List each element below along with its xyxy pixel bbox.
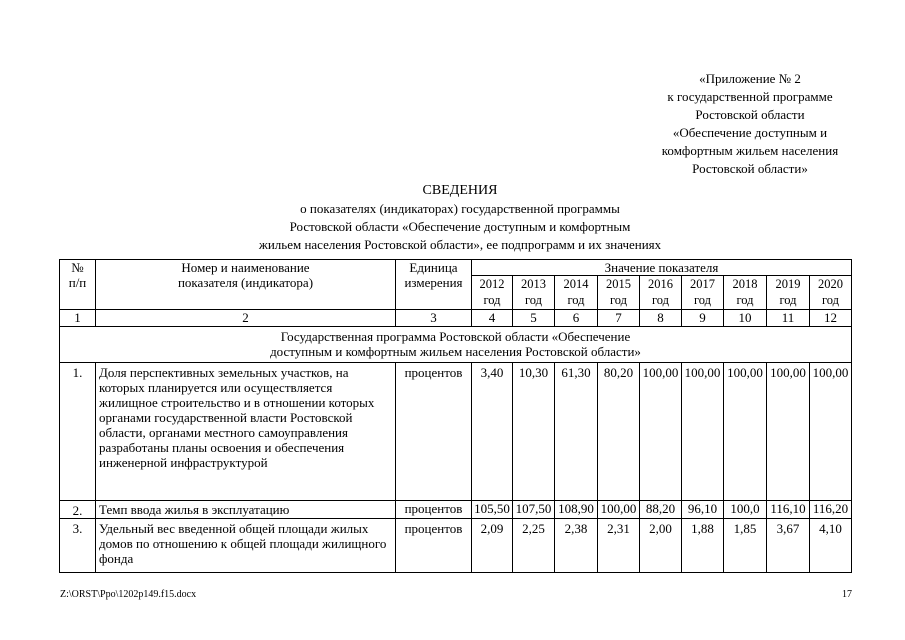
value-cell: 100,00 xyxy=(724,363,767,501)
column-number: 9 xyxy=(682,310,724,327)
column-number: 3 xyxy=(396,310,472,327)
column-number: 4 xyxy=(472,310,513,327)
year-label: 2017 xyxy=(690,277,715,291)
year-cell xyxy=(682,276,724,310)
value-cell: 2,25 xyxy=(513,519,555,573)
header-unit xyxy=(396,260,472,310)
year-label: 2020 xyxy=(818,277,843,291)
year-label: 2014 xyxy=(563,277,589,291)
indicator-unit: процентов xyxy=(396,519,472,573)
value-cell: 1,88 xyxy=(682,519,724,573)
year-cell xyxy=(472,276,513,310)
row-number: 2. xyxy=(60,501,96,519)
value-cell: 100,00 xyxy=(767,363,810,501)
year-cell xyxy=(810,276,852,310)
appendix-line: комфортным жильем населения xyxy=(661,143,839,158)
appendix-line: Ростовской области xyxy=(695,107,805,122)
value-cell: 100,00 xyxy=(640,363,682,501)
value-cell: 100,00 xyxy=(810,363,852,501)
year-word: год xyxy=(736,293,754,307)
year-cell xyxy=(724,276,767,310)
year-label: 2018 xyxy=(732,277,758,291)
year-label: 2019 xyxy=(775,277,801,291)
column-number: 10 xyxy=(724,310,767,327)
column-number: 5 xyxy=(513,310,555,327)
column-number: 12 xyxy=(810,310,852,327)
indicator-name: Удельный вес введенной общей площади жилых домов по отношению к общей площади жилищного фонда xyxy=(96,519,396,573)
header-number-line1: № xyxy=(71,260,84,275)
row-number: 1. xyxy=(60,363,96,501)
value-cell: 100,00 xyxy=(682,363,724,501)
section-line: Государственная программа Ростовской области «Обеспечение xyxy=(280,329,631,344)
page-number: 17 xyxy=(842,589,852,600)
row-number: 3. xyxy=(60,519,96,573)
value-cell: 2,31 xyxy=(598,519,640,573)
year-word: год xyxy=(483,293,501,307)
header-name-line2: показателя (индикатора) xyxy=(177,275,314,290)
value-cell: 61,30 xyxy=(555,363,598,501)
value-cell: 88,20 xyxy=(640,501,682,519)
value-cell: 100,00 xyxy=(598,501,640,519)
year-word: год xyxy=(693,293,712,307)
value-cell: 3,67 xyxy=(767,519,810,573)
year-label: 2015 xyxy=(606,277,631,291)
section-heading xyxy=(60,327,852,363)
year-word: год xyxy=(524,293,543,307)
table-row xyxy=(60,363,852,501)
indicators-table xyxy=(59,259,852,573)
value-cell: 116,20 xyxy=(810,501,852,519)
appendix-line: Ростовской области» xyxy=(692,161,808,176)
year-label: 2016 xyxy=(648,277,673,291)
header-name xyxy=(96,260,396,310)
year-word: год xyxy=(567,293,585,307)
appendix-line: к государственной программе xyxy=(667,89,833,104)
value-cell: 1,85 xyxy=(724,519,767,573)
column-number: 6 xyxy=(555,310,598,327)
value-cell: 2,38 xyxy=(555,519,598,573)
table-header-row xyxy=(60,260,852,276)
column-number: 1 xyxy=(60,310,96,327)
value-cell: 2,09 xyxy=(472,519,513,573)
table-row xyxy=(60,519,852,573)
year-word: год xyxy=(609,293,628,307)
appendix-heading xyxy=(600,70,900,178)
column-number: 7 xyxy=(598,310,640,327)
section-line: доступным и комфортным жильем населения Ростовской области» xyxy=(270,344,641,359)
year-word: год xyxy=(779,293,797,307)
table-row xyxy=(60,501,852,519)
value-cell: 107,50 xyxy=(513,501,555,519)
indicator-name: Доля перспективных земельных участков, на которых планируется или осуществляется жилищное строительство и в отношении которых органами государственной власти Ростовской области, органами местного самоуправления разработаны планы освоения и обеспечения инженерной инфраструктурой xyxy=(96,363,396,501)
header-number xyxy=(60,260,96,310)
appendix-line: «Обеспечение доступным и xyxy=(672,125,828,140)
value-cell: 4,10 xyxy=(810,519,852,573)
value-cell: 116,10 xyxy=(767,501,810,519)
section-row xyxy=(60,327,852,363)
document-title xyxy=(150,182,770,254)
title-main: СВЕДЕНИЯ xyxy=(422,183,498,198)
header-value: Значение показателя xyxy=(472,260,852,276)
year-cell xyxy=(513,276,555,310)
title-line: о показателях (индикаторах) государственной программы xyxy=(300,201,620,216)
value-cell: 80,20 xyxy=(598,363,640,501)
value-cell: 105,50 xyxy=(472,501,513,519)
year-cell xyxy=(598,276,640,310)
year-word: год xyxy=(651,293,670,307)
column-numbers-row xyxy=(60,310,852,327)
file-path: Z:\ORST\Ppo\1202p149.f15.docx xyxy=(60,589,197,600)
header-name-line1: Номер и наименование xyxy=(181,260,310,275)
title-line: Ростовской области «Обеспечение доступным и комфортным xyxy=(289,219,631,234)
column-number: 2 xyxy=(96,310,396,327)
value-cell: 100,0 xyxy=(724,501,767,519)
year-cell xyxy=(767,276,810,310)
title-line: жильем населения Ростовской области», ее подпрограмм и их значениях xyxy=(258,237,662,252)
year-label: 2013 xyxy=(521,277,546,291)
value-cell: 108,90 xyxy=(555,501,598,519)
value-cell: 2,00 xyxy=(640,519,682,573)
appendix-line: «Приложение № 2 xyxy=(699,71,801,86)
value-cell: 96,10 xyxy=(682,501,724,519)
header-unit-line2: измерения xyxy=(404,275,463,290)
indicator-unit: процентов xyxy=(396,363,472,501)
header-unit-line1: Единица xyxy=(409,260,458,275)
header-number-line2: п/п xyxy=(68,275,87,290)
year-label: 2012 xyxy=(479,277,505,291)
year-cell xyxy=(640,276,682,310)
year-cell xyxy=(555,276,598,310)
value-cell: 10,30 xyxy=(513,363,555,501)
year-word: год xyxy=(821,293,840,307)
indicator-name: Темп ввода жилья в эксплуатацию xyxy=(96,501,396,519)
value-cell: 3,40 xyxy=(472,363,513,501)
indicator-unit: процентов xyxy=(396,501,472,519)
column-number: 11 xyxy=(767,310,810,327)
column-number: 8 xyxy=(640,310,682,327)
